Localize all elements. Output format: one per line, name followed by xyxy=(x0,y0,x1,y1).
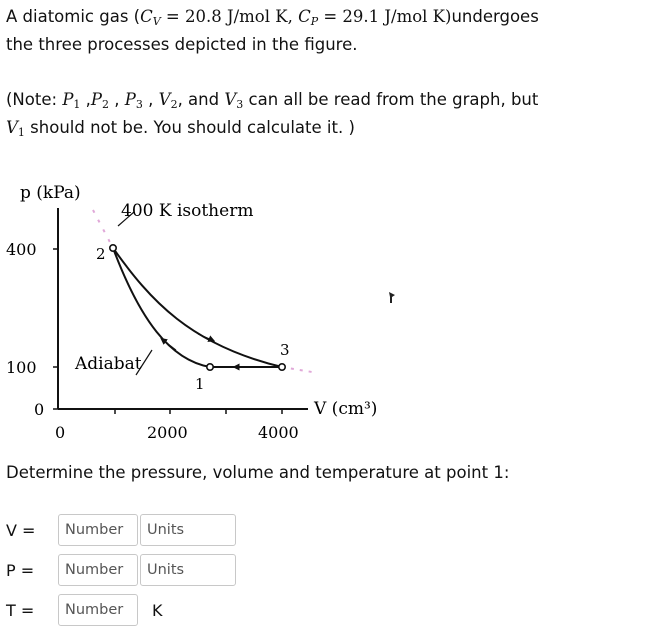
adiabat-curve xyxy=(113,248,210,367)
arrow-adiabat xyxy=(163,340,176,350)
cv-value: = 20.8 J/mol K, xyxy=(160,7,299,26)
answer-row-t xyxy=(6,593,163,627)
p2-sub: 2 xyxy=(102,98,110,111)
note-line-2 xyxy=(6,113,355,148)
p2: P xyxy=(90,90,103,109)
y-tick-label-400: 400 xyxy=(6,240,37,259)
answer-label-p: P = xyxy=(6,560,35,580)
pressure-number-input[interactable] xyxy=(58,554,138,586)
y-tick-label-0: 0 xyxy=(34,400,45,419)
question-line-2: the three processes depicted in the figure. xyxy=(6,35,358,54)
isotherm-label: 400 K isotherm xyxy=(121,201,254,221)
cp-symbol: C xyxy=(298,7,311,26)
cursor-icon xyxy=(386,290,398,306)
cp-value: = 29.1 J/mol K) xyxy=(318,7,452,26)
y-axis-label: p (kPa) xyxy=(20,183,81,203)
p1-sub: 1 xyxy=(73,98,81,111)
point-2 xyxy=(110,245,116,251)
determine-prompt: Determine the pressure, volume and temperature at point 1: xyxy=(6,463,510,482)
p3: P xyxy=(124,90,136,109)
temperature-number-input[interactable] xyxy=(58,594,138,626)
text: should not be. You should calculate it. ) xyxy=(24,118,355,137)
isotherm-curve xyxy=(113,248,282,367)
point-3 xyxy=(279,364,285,370)
adiabat-label: Adiabat xyxy=(75,354,142,374)
v3: V xyxy=(224,90,237,109)
point-1 xyxy=(207,364,213,370)
temperature-unit: K xyxy=(152,600,163,620)
text: A diatomic gas ( xyxy=(6,7,141,26)
note-line-1: (Note: $P_1$ $,P_2$ , $P_3$ , $V_2$, and $V_3$ can all be read from the graph, but xyxy=(6,90,539,111)
answer-row-v xyxy=(6,513,236,547)
v2-sub: 2 xyxy=(170,98,178,111)
isotherm-extension-right xyxy=(282,367,312,372)
point-label-2: 2 xyxy=(96,245,106,263)
text: can all be read from the graph, but xyxy=(243,90,539,109)
cv-sub: V xyxy=(152,15,161,28)
cp-sub: P xyxy=(310,15,319,28)
v1-sub: 1 xyxy=(17,126,25,139)
answer-label-v: V = xyxy=(6,520,36,540)
y-tick-label-100: 100 xyxy=(6,358,37,377)
text: undergoes xyxy=(451,7,539,26)
x-tick-label-4000: 4000 xyxy=(258,423,299,442)
p3-sub: 3 xyxy=(135,98,143,111)
pv-diagram xyxy=(0,170,420,460)
point-label-3: 3 xyxy=(280,341,290,359)
v1: V xyxy=(6,118,18,137)
arrow-isotherm xyxy=(198,334,212,340)
volume-units-input[interactable] xyxy=(140,514,236,546)
text: , and xyxy=(177,90,225,109)
x-tick-label-2000: 2000 xyxy=(147,423,188,442)
isotherm-extension-top xyxy=(93,210,113,248)
pressure-units-input[interactable] xyxy=(140,554,236,586)
p1: P xyxy=(62,90,74,109)
text: (Note: xyxy=(6,90,63,109)
point-label-1: 1 xyxy=(195,375,205,393)
x-tick-label-0: 0 xyxy=(55,423,66,442)
answer-row-p xyxy=(6,553,236,587)
x-axis-label: V (cm³) xyxy=(314,399,378,419)
v2: V xyxy=(158,90,171,109)
answer-label-t: T = xyxy=(6,600,35,620)
v3-sub: 3 xyxy=(236,98,244,111)
volume-number-input[interactable] xyxy=(58,514,138,546)
cv-symbol: C xyxy=(140,7,153,26)
